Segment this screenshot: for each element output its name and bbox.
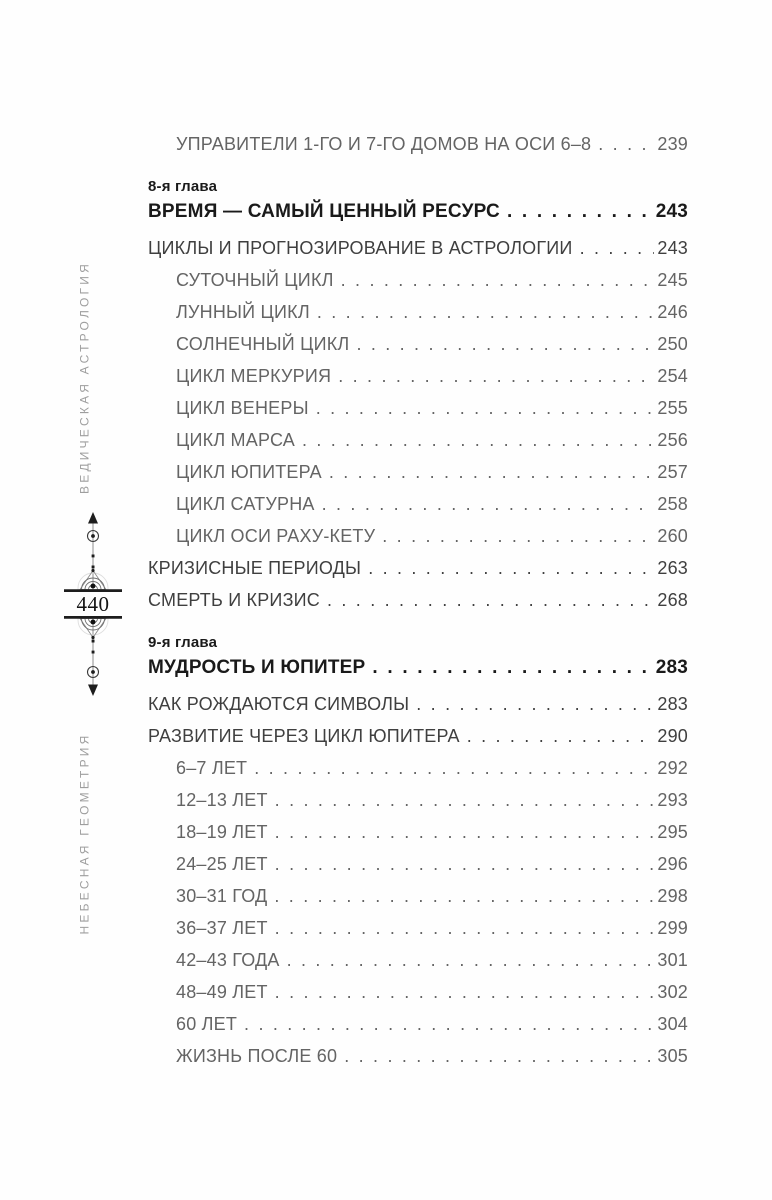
- dot-leader: [275, 848, 655, 880]
- dot-leader: [327, 584, 654, 616]
- arrow-down-icon: [88, 685, 98, 697]
- toc-entry-page: 250: [657, 334, 688, 354]
- bead-icon: [92, 640, 95, 643]
- toc-entry-page: 257: [657, 462, 688, 482]
- toc-entry-label: 42–43 ГОДА: [176, 950, 280, 970]
- toc-entry: [148, 752, 688, 784]
- toc-entry: [148, 848, 688, 880]
- toc-entry-label: ЦИКЛ ОСИ РАХУ-КЕТУ: [176, 526, 376, 546]
- table-of-contents: [148, 128, 688, 1072]
- dot-leader: [416, 688, 654, 720]
- toc-entry-page: 304: [657, 1014, 688, 1034]
- toc-entry-page: 293: [657, 790, 688, 810]
- dot-leader: [372, 654, 652, 682]
- toc-entry-label: ЦИКЛЫ И ПРОГНОЗИРОВАНИЕ В АСТРОЛОГИИ: [148, 238, 573, 258]
- toc-entry-page: 258: [657, 494, 688, 514]
- dot-leader: [368, 552, 654, 584]
- toc-entry: [148, 424, 688, 456]
- toc-entry-label: 30–31 ГОД: [176, 886, 268, 906]
- toc-entry-page: 268: [657, 590, 688, 610]
- toc-entry-page: 299: [657, 918, 688, 938]
- toc-entry-label: СМЕРТЬ И КРИЗИС: [148, 590, 320, 610]
- dot-leader: [316, 392, 655, 424]
- chapter-label: 8-я глава: [148, 178, 218, 195]
- toc-entry-page: 246: [657, 302, 688, 322]
- toc-entry-page: 243: [657, 238, 688, 258]
- toc-entry-label: ЦИКЛ ВЕНЕРЫ: [176, 398, 309, 418]
- toc-entry-page: 296: [657, 854, 688, 874]
- dot-leader: [344, 1040, 654, 1072]
- toc-entry-page: 254: [657, 366, 688, 386]
- chapter-title-row: [148, 654, 688, 682]
- toc-entry-label: СУТОЧНЫЙ ЦИКЛ: [176, 270, 334, 290]
- chapter-title: МУДРОСТЬ И ЮПИТЕР: [148, 657, 366, 678]
- dot-leader: [467, 720, 655, 752]
- toc-entry-label: 18–19 ЛЕТ: [176, 822, 268, 842]
- toc-entry: [148, 392, 688, 424]
- toc-entry-label: СОЛНЕЧНЫЙ ЦИКЛ: [176, 334, 350, 354]
- chapter-heading: [148, 632, 688, 682]
- dot-leader: [287, 944, 655, 976]
- toc-entry-page: 263: [657, 558, 688, 578]
- dot-leader: [275, 816, 655, 848]
- toc-entry-page: 302: [657, 982, 688, 1002]
- toc-entry: [148, 360, 688, 392]
- dot-leader: [580, 232, 655, 264]
- toc-entry-page: 292: [657, 758, 688, 778]
- bead-icon: [92, 651, 95, 654]
- page-number: 440: [76, 592, 110, 616]
- folio-ornament: [61, 512, 125, 696]
- dot-leader: [322, 488, 655, 520]
- dot-leader: [598, 128, 654, 160]
- toc-entry-page: 298: [657, 886, 688, 906]
- toc-entry: [148, 128, 688, 160]
- toc-entry: [148, 912, 688, 944]
- toc-entry: [148, 816, 688, 848]
- toc-entry: [148, 944, 688, 976]
- toc-entry: [148, 1040, 688, 1072]
- toc-entry: [148, 1008, 688, 1040]
- toc-entry: [148, 688, 688, 720]
- toc-entry-label: 6–7 ЛЕТ: [176, 758, 248, 778]
- toc-entry-page: 255: [657, 398, 688, 418]
- toc-entry-page: 290: [657, 726, 688, 746]
- chapter-label: 9-я глава: [148, 634, 218, 651]
- dot-leader: [356, 328, 654, 360]
- toc-entry-label: РАЗВИТИЕ ЧЕРЕЗ ЦИКЛ ЮПИТЕРА: [148, 726, 460, 746]
- toc-entry-page: 305: [657, 1046, 688, 1066]
- toc-entry: [148, 976, 688, 1008]
- toc-entry: [148, 520, 688, 552]
- bead-icon: [92, 566, 95, 569]
- dot-leader: [254, 752, 654, 784]
- toc-entry: [148, 552, 688, 584]
- toc-entry-label: УПРАВИТЕЛИ 1-ГО И 7-ГО ДОМОВ НА ОСИ 6–8: [176, 134, 592, 154]
- toc-entry-label: ЦИКЛ САТУРНА: [176, 494, 315, 514]
- spine-title-top: ВЕДИЧЕСКАЯ АСТРОЛОГИЯ: [77, 261, 92, 494]
- toc-entry-label: 12–13 ЛЕТ: [176, 790, 268, 810]
- toc-entry-page: 260: [657, 526, 688, 546]
- toc-entry-label: ЦИКЛ МАРСА: [176, 430, 295, 450]
- toc-entry-page: 301: [657, 950, 688, 970]
- chapter-title-row: [148, 198, 688, 226]
- toc-entry: [148, 720, 688, 752]
- toc-entry-page: 245: [657, 270, 688, 290]
- toc-entry: [148, 880, 688, 912]
- toc-entry: [148, 296, 688, 328]
- dot-leader: [275, 976, 655, 1008]
- toc-entry-label: КАК РОЖДАЮТСЯ СИМВОЛЫ: [148, 694, 410, 714]
- dot-leader: [302, 424, 654, 456]
- toc-entry: [148, 328, 688, 360]
- toc-entry: [148, 584, 688, 616]
- spine-title-bottom: НЕБЕСНАЯ ГЕОМЕТРИЯ: [77, 732, 92, 935]
- chapter-page: 283: [655, 657, 688, 678]
- dot-leader: [341, 264, 655, 296]
- toc-entry-page: 295: [657, 822, 688, 842]
- toc-entry-label: 36–37 ЛЕТ: [176, 918, 268, 938]
- toc-entry-label: ЦИКЛ ЮПИТЕРА: [176, 462, 322, 482]
- dot-leader: [317, 296, 654, 328]
- chapter-page: 243: [655, 201, 688, 222]
- folio-ornament-top-icon: [61, 512, 125, 592]
- toc-entry: [148, 456, 688, 488]
- dot-leader: [275, 784, 655, 816]
- toc-entry-label: 24–25 ЛЕТ: [176, 854, 268, 874]
- toc-entry: [148, 488, 688, 520]
- dot-leader: [275, 912, 655, 944]
- toc-entry: [148, 264, 688, 296]
- dot-leader: [274, 880, 654, 912]
- bead-icon: [92, 555, 95, 558]
- chapter-title: ВРЕМЯ — САМЫЙ ЦЕННЫЙ РЕСУРС: [148, 201, 500, 222]
- toc-entry-label: ЛУННЫЙ ЦИКЛ: [176, 302, 310, 322]
- toc-entry-label: ЖИЗНЬ ПОСЛЕ 60: [176, 1046, 338, 1066]
- toc-entry-label: ЦИКЛ МЕРКУРИЯ: [176, 366, 332, 386]
- toc-entry-page: 256: [657, 430, 688, 450]
- toc-entry: [148, 784, 688, 816]
- dot-leader: [329, 456, 655, 488]
- toc-entry-page: 239: [657, 134, 688, 154]
- dot-leader: [382, 520, 654, 552]
- dot-leader: [338, 360, 654, 392]
- toc-entry-label: КРИЗИСНЫЕ ПЕРИОДЫ: [148, 558, 362, 578]
- dot-leader: [244, 1008, 654, 1040]
- toc-entry-page: 283: [657, 694, 688, 714]
- toc-entry: [148, 232, 688, 264]
- dot-leader: [507, 198, 653, 226]
- chapter-heading: [148, 176, 688, 226]
- toc-entry-label: 48–49 ЛЕТ: [176, 982, 268, 1002]
- toc-entry-label: 60 ЛЕТ: [176, 1014, 238, 1034]
- folio-ornament-bottom-icon: [61, 616, 125, 696]
- arrow-up-icon: [88, 512, 98, 524]
